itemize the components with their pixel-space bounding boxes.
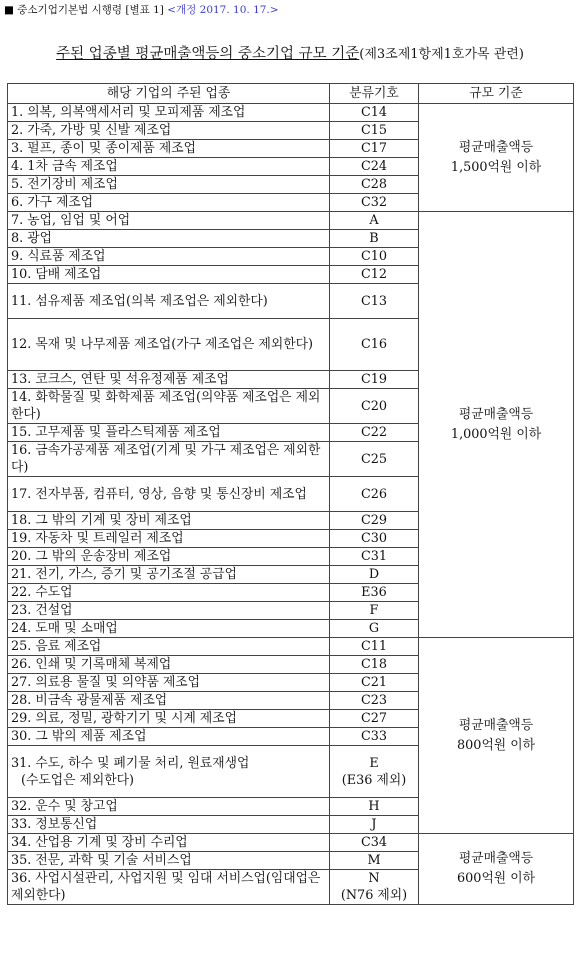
industry-cell <box>8 852 330 870</box>
classification-code: C19 <box>360 372 388 387</box>
industry-cell <box>8 424 330 442</box>
classification-code: C28 <box>360 177 388 192</box>
industry-cell <box>8 371 330 389</box>
industry-cell <box>8 140 330 158</box>
industry-text: 2. 가죽, 가방 및 신발 제조업 <box>11 123 172 138</box>
classification-code: C16 <box>360 337 388 352</box>
size-criteria-table <box>7 83 574 905</box>
industry-text: 30. 그 밖의 제품 제조업 <box>11 729 147 744</box>
code-cell <box>330 674 419 692</box>
industry-text: 28. 비금속 광물제품 제조업 <box>11 693 168 708</box>
code-cell <box>330 530 419 548</box>
header-standard: 규모 기준 <box>419 84 574 104</box>
code-cell <box>330 710 419 728</box>
industry-cell <box>8 442 330 477</box>
classification-code: D <box>368 567 380 582</box>
code-cell <box>330 834 419 852</box>
classification-code: C12 <box>360 267 388 282</box>
industry-text: 25. 음료 제조업 <box>11 639 102 654</box>
code-cell <box>330 140 419 158</box>
classification-code: C17 <box>360 141 388 156</box>
code-cell <box>330 158 419 176</box>
classification-code: C13 <box>360 293 388 309</box>
industry-cell <box>8 548 330 566</box>
classification-code: C34 <box>360 835 388 850</box>
industry-text: 6. 가구 제조업 <box>11 195 94 210</box>
header-bullet: ■ <box>4 4 14 16</box>
industry-text: 24. 도매 및 소매업 <box>11 621 118 636</box>
revision-date: <개정 2017. 10. 17.> <box>167 4 279 16</box>
code-note: (E36 제외) <box>341 772 407 788</box>
document-header <box>4 2 279 17</box>
code-cell <box>330 104 419 122</box>
code-cell <box>330 692 419 710</box>
code-cell <box>330 424 419 442</box>
industry-cell <box>8 834 330 852</box>
industry-cell <box>8 176 330 194</box>
code-cell <box>330 728 419 746</box>
classification-code: C32 <box>360 195 388 210</box>
code-cell <box>330 319 419 371</box>
classification-code: B <box>369 231 379 246</box>
code-cell <box>330 122 419 140</box>
classification-code: C26 <box>360 486 388 502</box>
industry-cell <box>8 584 330 602</box>
table-row <box>8 834 574 852</box>
industry-cell <box>8 122 330 140</box>
industry-cell <box>8 530 330 548</box>
code-cell <box>330 584 419 602</box>
classification-code: C15 <box>360 123 388 138</box>
industry-text: 17. 전자부품, 컴퓨터, 영상, 음향 및 통신장비 제조업 <box>11 486 307 502</box>
industry-cell <box>8 477 330 512</box>
header-industry: 해당 기업의 주된 업종 <box>8 84 330 104</box>
industry-text: 14. 화학물질 및 화학제품 제조업(의약품 제조업은 제외한다) <box>11 390 321 422</box>
code-cell <box>330 638 419 656</box>
industry-text: 20. 그 밖의 운송장비 제조업 <box>11 549 172 564</box>
industry-text: 18. 그 밖의 기계 및 장비 제조업 <box>11 513 192 528</box>
classification-code: F <box>369 603 379 618</box>
industry-cell <box>8 284 330 319</box>
industry-cell <box>8 728 330 746</box>
header-code: 분류기호 <box>330 84 419 104</box>
industry-cell <box>8 194 330 212</box>
industry-cell <box>8 266 330 284</box>
code-cell <box>330 284 419 319</box>
classification-code: C20 <box>360 398 388 414</box>
code-cell <box>330 176 419 194</box>
industry-cell <box>8 746 330 798</box>
code-cell <box>330 266 419 284</box>
industry-cell <box>8 710 330 728</box>
code-cell <box>330 798 419 816</box>
classification-code: M <box>367 853 381 868</box>
code-cell <box>330 194 419 212</box>
table-row <box>8 104 574 122</box>
standard-label: 평균매출액등 <box>458 717 534 733</box>
standard-threshold: 800억원 이하 <box>457 737 535 753</box>
classification-code: H <box>368 799 380 814</box>
industry-cell <box>8 816 330 834</box>
code-cell <box>330 248 419 266</box>
classification-code: A <box>369 213 379 228</box>
industry-text: 35. 전문, 과학 및 기술 서비스업 <box>11 853 192 868</box>
industry-text: 16. 금속가공제품 제조업(기계 및 가구 제조업은 제외한다) <box>11 443 321 475</box>
classification-code: C25 <box>360 451 388 467</box>
classification-code: C11 <box>360 639 388 654</box>
industry-cell <box>8 512 330 530</box>
industry-text: 33. 정보통신업 <box>11 817 98 832</box>
industry-text: 26. 인쇄 및 기록매체 복제업 <box>11 657 172 672</box>
standard-threshold: 1,000억원 이하 <box>450 426 542 442</box>
size-standard-cell <box>419 638 574 834</box>
industry-cell <box>8 692 330 710</box>
code-note: (N76 제외) <box>340 888 408 903</box>
code-cell <box>330 816 419 834</box>
classification-code: C30 <box>360 531 388 546</box>
industry-text: 11. 섬유제품 제조업(의복 제조업은 제외한다) <box>11 293 268 309</box>
title-main: 주된 업종별 평균매출액등의 중소기업 규모 기준 <box>56 46 360 62</box>
industry-cell <box>8 638 330 656</box>
industry-cell <box>8 566 330 584</box>
classification-code: C33 <box>360 729 388 744</box>
classification-code: C21 <box>360 675 388 690</box>
classification-code: N <box>368 871 380 886</box>
industry-text: 21. 전기, 가스, 증기 및 공기조절 공급업 <box>11 567 237 582</box>
standard-label: 평균매출액등 <box>458 406 534 422</box>
classification-code: C14 <box>360 105 388 120</box>
standard-threshold: 1,500억원 이하 <box>450 159 542 175</box>
industry-text: 34. 산업용 기계 및 장비 수리업 <box>11 835 188 850</box>
size-standard-cell <box>419 104 574 212</box>
industry-text: 15. 고무제품 및 플라스틱제품 제조업 <box>11 425 221 440</box>
classification-code: C31 <box>360 549 388 564</box>
standard-label: 평균매출액등 <box>458 139 534 155</box>
classification-code: G <box>368 621 380 636</box>
code-cell <box>330 746 419 798</box>
industry-text: 4. 1차 금속 제조업 <box>11 159 118 174</box>
industry-text: 3. 펄프, 종이 및 종이제품 제조업 <box>11 141 196 156</box>
industry-text: 13. 코크스, 연탄 및 석유정제품 제조업 <box>11 372 229 387</box>
industry-text: 31. 수도, 하수 및 폐기물 처리, 원료재생업 <box>11 755 250 771</box>
classification-code: C22 <box>360 425 388 440</box>
industry-text: 8. 광업 <box>11 231 53 246</box>
code-cell <box>330 852 419 870</box>
classification-code: J <box>371 817 377 832</box>
table-row <box>8 212 574 230</box>
classification-code: C18 <box>360 657 388 672</box>
industry-cell <box>8 620 330 638</box>
classification-code: C29 <box>360 513 388 528</box>
code-cell <box>330 371 419 389</box>
industry-text: 23. 건설업 <box>11 603 73 618</box>
industry-cell <box>8 248 330 266</box>
industry-cell <box>8 656 330 674</box>
code-cell <box>330 477 419 512</box>
size-standard-cell <box>419 212 574 638</box>
industry-text: 10. 담배 제조업 <box>11 267 102 282</box>
code-cell <box>330 602 419 620</box>
title-ref: (제3조제1항제1호가목 관련) <box>359 47 524 62</box>
classification-code: C10 <box>360 249 388 264</box>
code-cell <box>330 442 419 477</box>
classification-code: E <box>369 755 379 771</box>
code-cell <box>330 620 419 638</box>
industry-text: 29. 의료, 정밀, 광학기기 및 시계 제조업 <box>11 711 237 726</box>
size-standard-cell <box>419 834 574 905</box>
table-row <box>8 638 574 656</box>
industry-cell <box>8 212 330 230</box>
standard-threshold: 600억원 이하 <box>457 871 535 886</box>
law-reference: 중소기업기본법 시행령 [별표 1] <box>17 4 164 16</box>
industry-text: 5. 전기장비 제조업 <box>11 177 118 192</box>
table-header-row <box>8 84 574 104</box>
industry-note: (수도업은 제외한다) <box>21 772 134 788</box>
industry-text: 1. 의복, 의복액세서리 및 모피제품 제조업 <box>11 105 246 120</box>
classification-code: C23 <box>360 693 388 708</box>
code-cell <box>330 548 419 566</box>
industry-text: 9. 식료품 제조업 <box>11 249 106 264</box>
industry-text: 36. 사업시설관리, 사업지원 및 임대 서비스업(임대업은 제외한다) <box>11 871 321 903</box>
industry-cell <box>8 798 330 816</box>
code-cell <box>330 230 419 248</box>
industry-cell <box>8 389 330 424</box>
industry-text: 27. 의료용 물질 및 의약품 제조업 <box>11 675 201 690</box>
classification-code: C27 <box>360 711 388 726</box>
code-cell <box>330 512 419 530</box>
industry-text: 22. 수도업 <box>11 585 73 600</box>
standard-label: 평균매출액등 <box>458 851 534 866</box>
industry-text: 19. 자동차 및 트레일러 제조업 <box>11 531 184 546</box>
industry-cell <box>8 158 330 176</box>
industry-text: 32. 운수 및 창고업 <box>11 799 118 814</box>
code-cell <box>330 656 419 674</box>
classification-code: C24 <box>360 159 388 174</box>
industry-cell <box>8 870 330 905</box>
industry-cell <box>8 104 330 122</box>
code-cell <box>330 566 419 584</box>
industry-cell <box>8 230 330 248</box>
code-cell <box>330 212 419 230</box>
industry-text: 12. 목재 및 나무제품 제조업(가구 제조업은 제외한다) <box>11 337 313 352</box>
classification-code: E36 <box>361 585 387 600</box>
industry-cell <box>8 319 330 371</box>
industry-text: 7. 농업, 임업 및 어업 <box>11 213 131 228</box>
industry-cell <box>8 674 330 692</box>
industry-cell <box>8 602 330 620</box>
code-cell <box>330 870 419 905</box>
code-cell <box>330 389 419 424</box>
page-title <box>0 42 580 63</box>
